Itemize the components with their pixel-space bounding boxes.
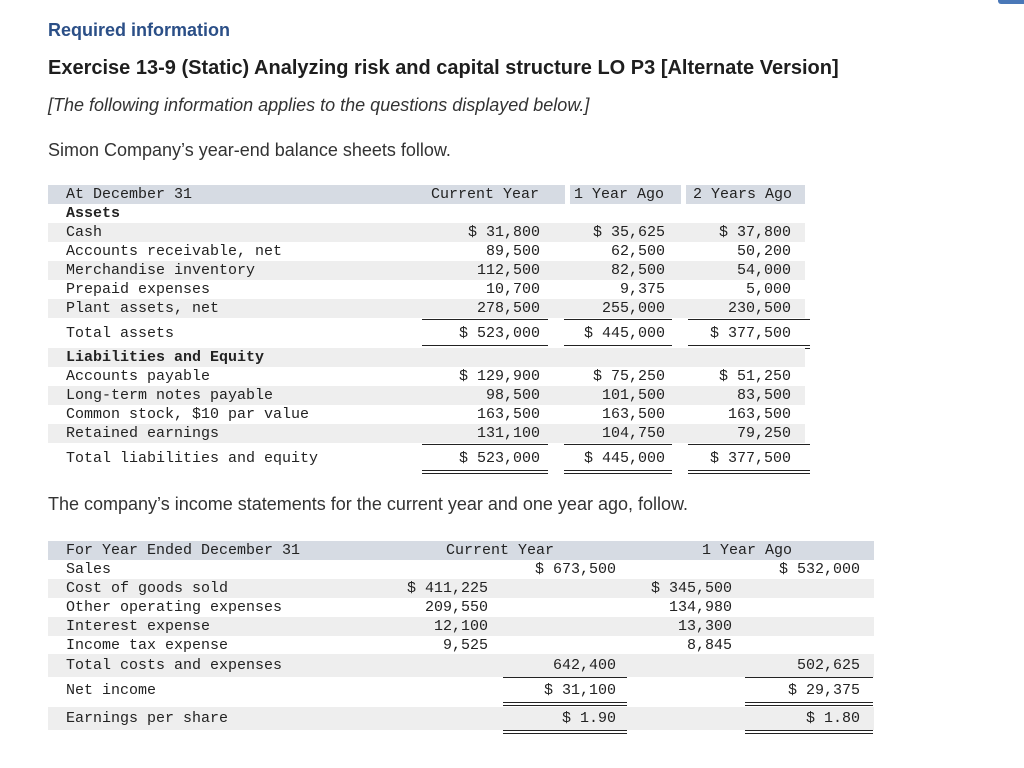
table-row [48, 405, 805, 424]
value-current-total: $ 31,100 [543, 682, 616, 699]
row-label: Accounts payable [66, 368, 211, 385]
value-2-years-ago: 50,200 [736, 243, 791, 260]
value-2-years-ago: 79,250 [736, 425, 791, 442]
double-underline [503, 730, 627, 734]
table-row [48, 280, 805, 299]
double-underline [688, 470, 810, 474]
value-current-detail: 209,550 [424, 599, 488, 616]
row-label: Other operating expenses [66, 599, 283, 616]
table-row [48, 424, 805, 443]
value-2-years-ago: $ 377,500 [709, 450, 791, 467]
value-current-year: $ 523,000 [458, 450, 540, 467]
income-statement-intro: The company’s income statements for the current year and one year ago, follow. [48, 494, 689, 514]
exercise-title: Exercise 13-9 (Static) Analyzing risk and capital structure LO P3 [Alternate Version] [48, 57, 839, 79]
underline [503, 677, 627, 678]
double-underline [564, 470, 672, 474]
row-label: Cash [66, 224, 103, 241]
value-1-year-ago: 101,500 [601, 387, 665, 404]
table-row [48, 367, 805, 386]
period-label: At December 31 [66, 186, 193, 203]
value-1-year-ago: 82,500 [610, 262, 665, 279]
row-label: Accounts receivable, net [66, 243, 283, 260]
value-2-years-ago: $ 377,500 [709, 325, 791, 342]
table-row [48, 261, 805, 280]
value-prior-detail: 13,300 [677, 618, 732, 635]
value-1-year-ago: $ 445,000 [583, 450, 665, 467]
table-row [48, 223, 805, 242]
value-prior-total: $ 1.80 [805, 710, 860, 727]
value-prior-total: $ 29,375 [787, 682, 860, 699]
value-current-detail: 12,100 [433, 618, 488, 635]
underline [564, 319, 672, 320]
underline [564, 444, 672, 445]
corner-tab [998, 0, 1024, 4]
table-row [48, 579, 874, 598]
value-prior-total: 502,625 [796, 657, 860, 674]
col-current-year: Current Year [431, 186, 540, 203]
value-1-year-ago: $ 75,250 [592, 368, 665, 385]
liabilities-heading-row [48, 348, 805, 367]
double-underline [745, 702, 873, 706]
col-2-years-ago: 2 Years Ago [693, 186, 793, 203]
table-row [48, 560, 874, 579]
value-current-total: 642,400 [552, 657, 616, 674]
value-current-year: $ 523,000 [458, 325, 540, 342]
value-current-detail: $ 411,225 [406, 580, 488, 597]
instruction-note: [The following information applies to the questions displayed below.] [48, 95, 590, 115]
value-2-years-ago: 83,500 [736, 387, 791, 404]
row-label: Retained earnings [66, 425, 220, 442]
underline [422, 444, 548, 445]
value-current-year: 163,500 [476, 406, 540, 423]
value-current-year: 278,500 [476, 300, 540, 317]
value-prior-detail: 8,845 [686, 637, 732, 654]
row-label: Net income [66, 682, 157, 699]
required-information-heading: Required information [48, 20, 231, 40]
value-current-year: 10,700 [485, 281, 540, 298]
value-1-year-ago: $ 35,625 [592, 224, 665, 241]
value-current-detail: 9,525 [442, 637, 488, 654]
row-label: Sales [66, 561, 112, 578]
col-current-year: Current Year [446, 542, 555, 559]
balance-sheet-intro: Simon Company’s year-end balance sheets follow. [48, 140, 451, 160]
row-label: Earnings per share [66, 710, 229, 727]
value-current-total: $ 673,500 [534, 561, 616, 578]
table-row [48, 598, 874, 617]
double-underline [503, 702, 627, 706]
row-label: Long-term notes payable [66, 387, 274, 404]
double-underline [745, 730, 873, 734]
assets-heading: Assets [66, 205, 121, 222]
balance-sheet-header-col3 [690, 185, 805, 204]
row-label: Cost of goods sold [66, 580, 229, 597]
total-assets-row [48, 322, 805, 345]
table-row [48, 242, 805, 261]
value-2-years-ago: $ 51,250 [718, 368, 791, 385]
value-current-total: $ 1.90 [561, 710, 616, 727]
row-label: Merchandise inventory [66, 262, 256, 279]
col-1-year-ago: 1 Year Ago [574, 186, 665, 203]
underline [422, 319, 548, 320]
value-prior-detail: 134,980 [668, 599, 732, 616]
row-label: Total liabilities and equity [66, 450, 319, 467]
row-label: Plant assets, net [66, 300, 220, 317]
total-liabilities-row [48, 447, 805, 470]
period-label: For Year Ended December 31 [66, 542, 301, 559]
value-current-year: 98,500 [485, 387, 540, 404]
table-row [48, 617, 874, 636]
row-label: Common stock, $10 par value [66, 406, 310, 423]
value-current-year: $ 31,800 [467, 224, 540, 241]
value-2-years-ago: 5,000 [745, 281, 791, 298]
value-1-year-ago: 255,000 [601, 300, 665, 317]
value-current-year: 131,100 [476, 425, 540, 442]
row-label: Interest expense [66, 618, 211, 635]
balance-sheet-header-col2 [570, 185, 681, 204]
balance-sheet [48, 185, 812, 475]
total-costs-row [48, 654, 874, 677]
row-label: Total assets [66, 325, 175, 342]
value-1-year-ago: 62,500 [610, 243, 665, 260]
value-prior-detail: $ 345,500 [650, 580, 732, 597]
value-1-year-ago: 9,375 [619, 281, 665, 298]
value-1-year-ago: $ 445,000 [583, 325, 665, 342]
value-2-years-ago: 163,500 [727, 406, 791, 423]
net-income-row [48, 679, 874, 702]
table-row [48, 299, 805, 318]
income-header-row [48, 541, 874, 560]
value-prior-total: $ 532,000 [778, 561, 860, 578]
table-row [48, 636, 874, 655]
row-label: Total costs and expenses [66, 657, 283, 674]
row-label: Prepaid expenses [66, 281, 211, 298]
underline [688, 319, 810, 320]
income-statement [48, 541, 878, 736]
value-1-year-ago: 163,500 [601, 406, 665, 423]
value-2-years-ago: $ 37,800 [718, 224, 791, 241]
table-row [48, 386, 805, 405]
liabilities-heading: Liabilities and Equity [66, 349, 265, 366]
value-1-year-ago: 104,750 [601, 425, 665, 442]
value-current-year: 89,500 [485, 243, 540, 260]
eps-row [48, 707, 874, 730]
col-1-year-ago: 1 Year Ago [702, 542, 793, 559]
underline [688, 444, 810, 445]
value-2-years-ago: 230,500 [727, 300, 791, 317]
double-underline [422, 470, 548, 474]
assets-heading-row [48, 204, 805, 223]
value-current-year: 112,500 [476, 262, 540, 279]
underline [745, 677, 873, 678]
value-current-year: $ 129,900 [458, 368, 540, 385]
value-2-years-ago: 54,000 [736, 262, 791, 279]
row-label: Income tax expense [66, 637, 229, 654]
